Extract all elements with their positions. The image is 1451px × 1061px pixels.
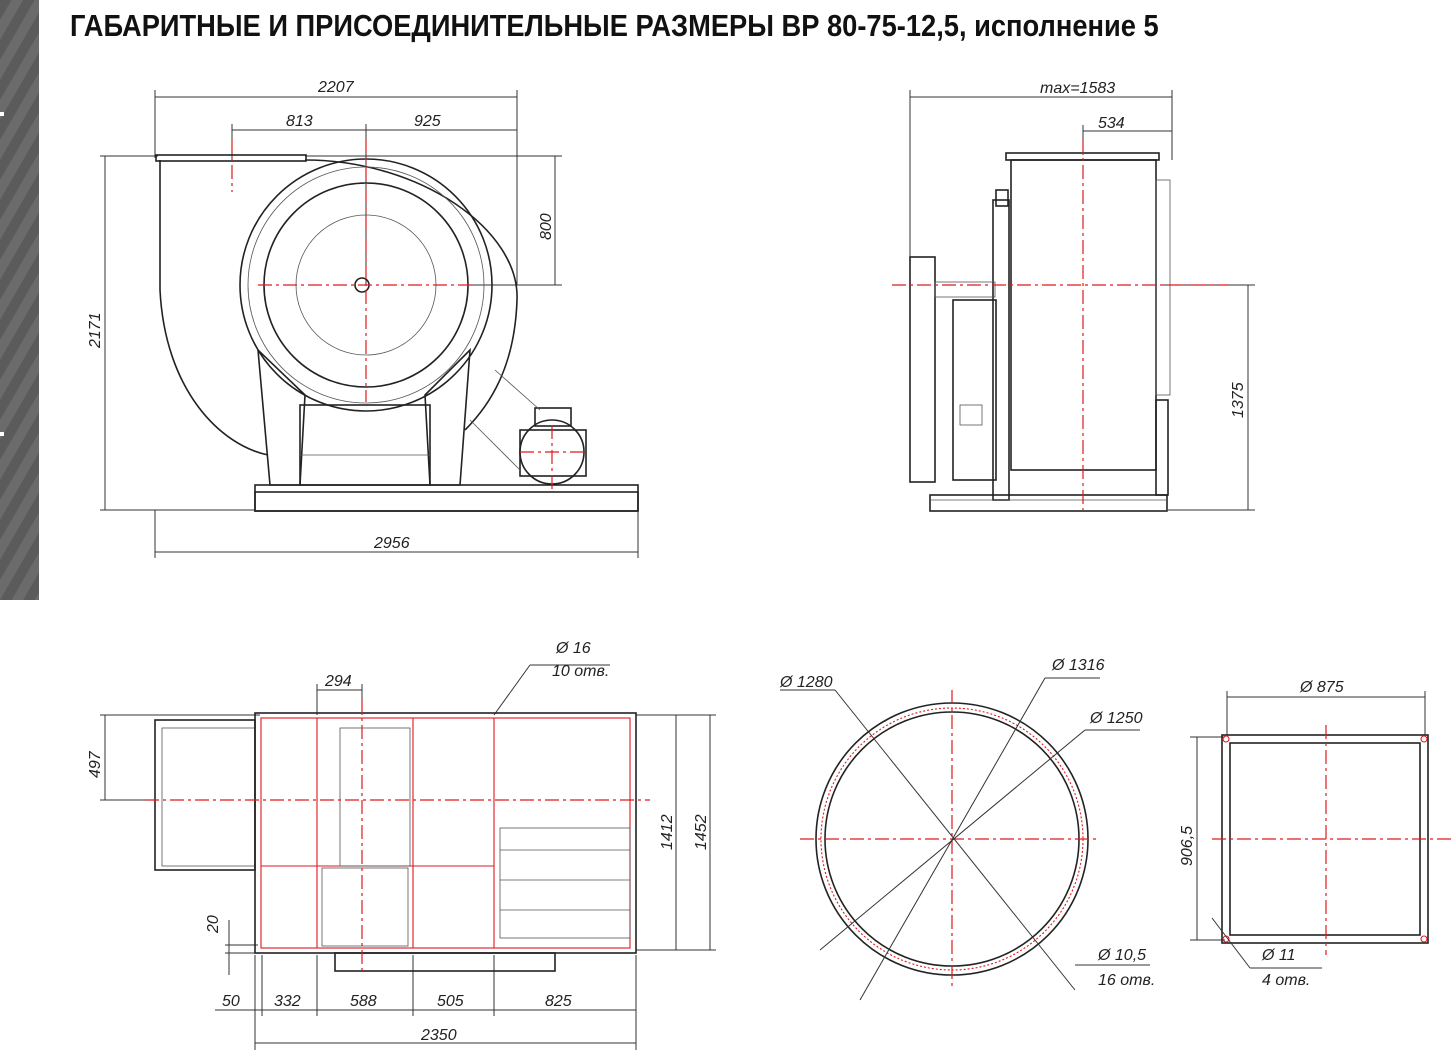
dim-332: 332 (274, 993, 301, 1010)
dim-holes-4: 4 отв. (1262, 972, 1311, 989)
dim-hole-16: Ø 16 (556, 640, 591, 657)
plan-view (87, 640, 716, 1050)
dim-hole-11: Ø 11 (1262, 947, 1296, 964)
dim-d1316: Ø 1316 (1052, 657, 1105, 674)
dim-497: 497 (87, 751, 104, 778)
dim-1375: 1375 (1230, 382, 1247, 418)
dim-505: 505 (437, 993, 464, 1010)
dim-2350: 2350 (421, 1027, 457, 1044)
dim-294: 294 (325, 673, 352, 690)
dim-800: 800 (538, 213, 555, 240)
page-title: ГАБАРИТНЫЕ И ПРИСОЕДИНИТЕЛЬНЫЕ РАЗМЕРЫ ВР 80-75-12,5, исполнение 5 (70, 8, 1159, 43)
dim-534: 534 (1098, 115, 1125, 132)
dim-20: 20 (205, 915, 222, 933)
dim-50: 50 (222, 993, 240, 1010)
dim-hole-10-5: Ø 10,5 (1098, 947, 1147, 964)
dim-825: 825 (545, 993, 572, 1010)
dim-1412: 1412 (659, 814, 676, 850)
dim-holes-16: 16 отв. (1098, 972, 1156, 989)
dim-holes-10: 10 отв. (552, 663, 610, 680)
dim-2171: 2171 (87, 312, 104, 348)
dim-max-1583: max=1583 (1040, 80, 1116, 97)
dim-d1250: Ø 1250 (1090, 710, 1143, 727)
front-view (87, 79, 638, 558)
dim-d875: Ø 875 (1300, 679, 1344, 696)
dim-2956: 2956 (374, 535, 410, 552)
dim-588: 588 (350, 993, 377, 1010)
dim-1452: 1452 (693, 814, 710, 850)
round-flange-view (779, 657, 1155, 1000)
side-view (892, 80, 1255, 511)
dim-d1280: Ø 1280 (780, 674, 833, 691)
dim-2207: 2207 (318, 79, 354, 96)
square-flange-view (1179, 679, 1451, 989)
dim-925: 925 (414, 113, 441, 130)
dim-813: 813 (286, 113, 313, 130)
dim-906-5: 906,5 (1179, 825, 1196, 866)
